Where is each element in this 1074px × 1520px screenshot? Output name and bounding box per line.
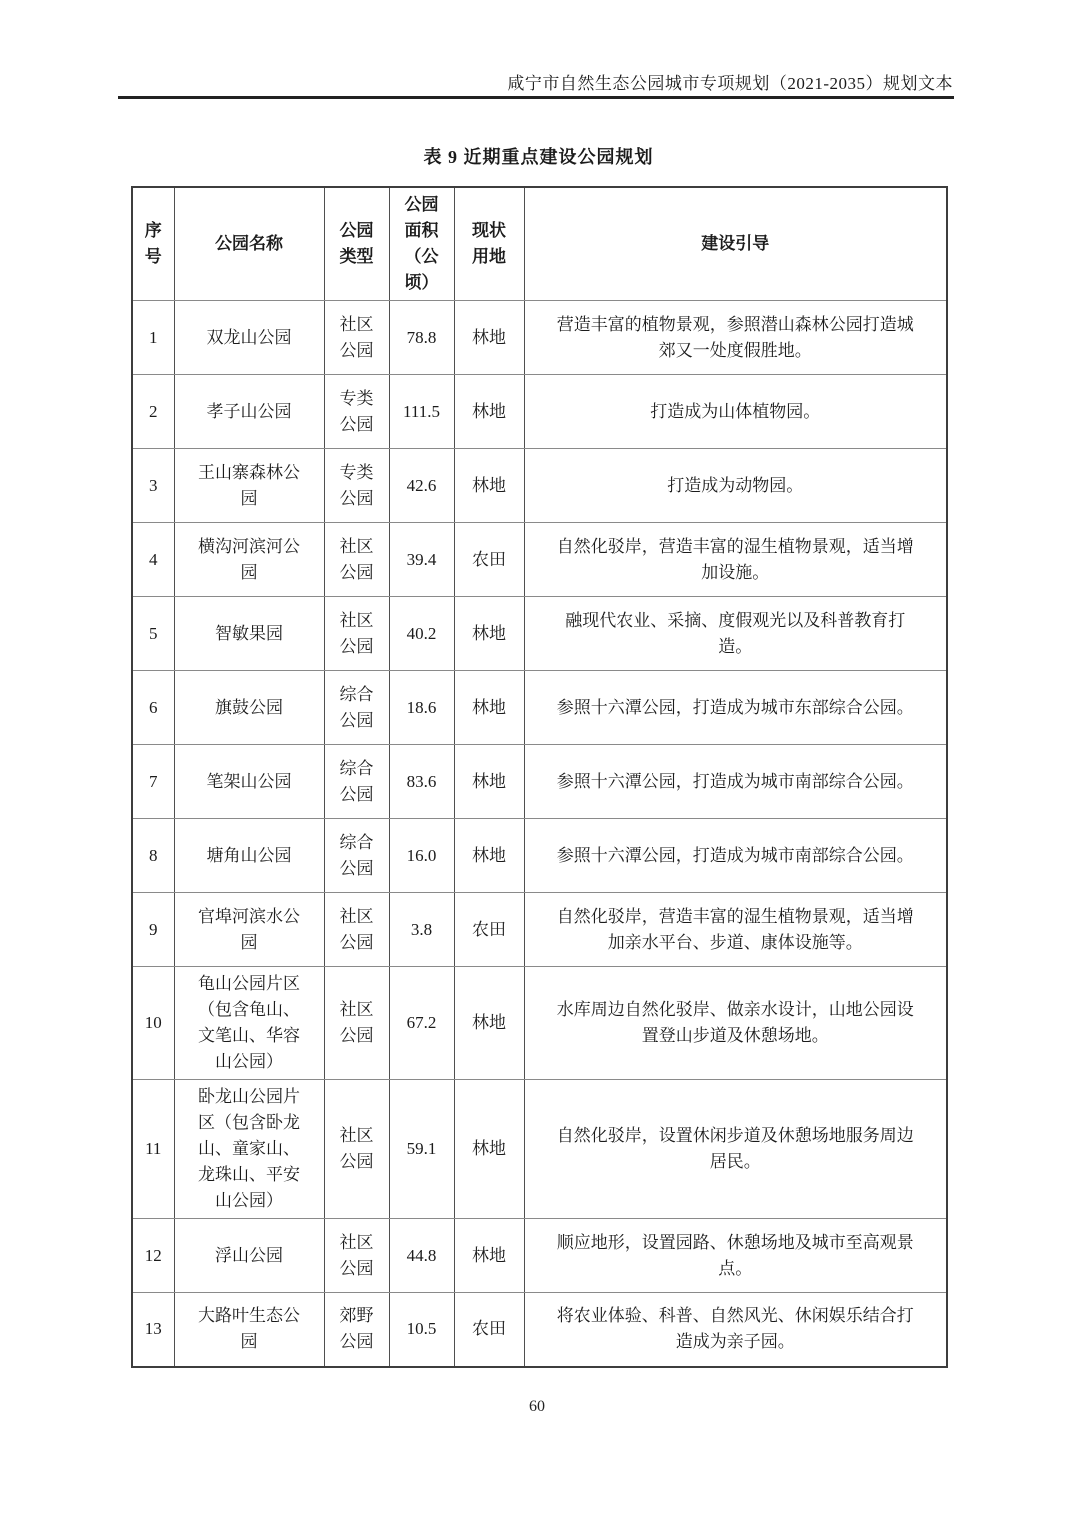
- cell-type: 专类公园: [324, 375, 389, 449]
- table-row: [132, 449, 947, 523]
- cell-land: 林地: [454, 597, 524, 671]
- table-row: [132, 375, 947, 449]
- cell-name: 旗鼓公园: [174, 671, 324, 745]
- cell-guidance: 将农业体验、科普、自然风光、休闲娱乐结合打造成为亲子园。: [524, 1293, 947, 1367]
- cell-name: 王山寨森林公园: [174, 449, 324, 523]
- cell-land: 林地: [454, 745, 524, 819]
- cell-guidance: 水库周边自然化驳岸、做亲水设计，山地公园设置登山步道及休憩场地。: [524, 967, 947, 1080]
- cell-name: 塘角山公园: [174, 819, 324, 893]
- table-row: [132, 301, 947, 375]
- column-header-no: 序号: [132, 187, 174, 301]
- cell-no: 2: [132, 375, 174, 449]
- table-row: [132, 1219, 947, 1293]
- cell-guidance: 参照十六潭公园，打造成为城市东部综合公园。: [524, 671, 947, 745]
- cell-type: 社区公园: [324, 893, 389, 967]
- table-row: [132, 597, 947, 671]
- column-header-area: 公园面积（公顷）: [389, 187, 454, 301]
- cell-area: 83.6: [389, 745, 454, 819]
- cell-area: 16.0: [389, 819, 454, 893]
- table-header-row: [132, 187, 947, 301]
- cell-no: 3: [132, 449, 174, 523]
- cell-type: 专类公园: [324, 449, 389, 523]
- cell-area: 59.1: [389, 1080, 454, 1219]
- cell-no: 5: [132, 597, 174, 671]
- cell-area: 3.8: [389, 893, 454, 967]
- cell-no: 12: [132, 1219, 174, 1293]
- cell-no: 10: [132, 967, 174, 1080]
- cell-name: 横沟河滨河公园: [174, 523, 324, 597]
- table-row: [132, 745, 947, 819]
- cell-area: 44.8: [389, 1219, 454, 1293]
- cell-land: 林地: [454, 967, 524, 1080]
- cell-name: 官埠河滨水公园: [174, 893, 324, 967]
- table-row: [132, 893, 947, 967]
- cell-guidance: 自然化驳岸，营造丰富的湿生植物景观，适当增加亲水平台、步道、康体设施等。: [524, 893, 947, 967]
- table-row: [132, 819, 947, 893]
- cell-guidance: 打造成为山体植物园。: [524, 375, 947, 449]
- cell-name: 智敏果园: [174, 597, 324, 671]
- cell-no: 13: [132, 1293, 174, 1367]
- cell-area: 10.5: [389, 1293, 454, 1367]
- cell-area: 111.5: [389, 375, 454, 449]
- document-header-title: 咸宁市自然生态公园城市专项规划（2021-2035）规划文本: [507, 74, 953, 93]
- cell-area: 40.2: [389, 597, 454, 671]
- cell-guidance: 营造丰富的植物景观，参照潜山森林公园打造城郊又一处度假胜地。: [524, 301, 947, 375]
- cell-land: 林地: [454, 671, 524, 745]
- cell-type: 社区公园: [324, 301, 389, 375]
- table-body: [132, 301, 947, 1367]
- cell-type: 社区公园: [324, 1080, 389, 1219]
- cell-type: 社区公园: [324, 967, 389, 1080]
- cell-type: 郊野公园: [324, 1293, 389, 1367]
- column-header-guidance: 建设引导: [524, 187, 947, 301]
- cell-no: 9: [132, 893, 174, 967]
- cell-name: 浮山公园: [174, 1219, 324, 1293]
- cell-type: 综合公园: [324, 819, 389, 893]
- table-row: [132, 523, 947, 597]
- cell-type: 社区公园: [324, 523, 389, 597]
- table-title: 表 9 近期重点建设公园规划: [423, 147, 654, 167]
- table-row: [132, 671, 947, 745]
- cell-guidance: 顺应地形，设置园路、休憩场地及城市至高观景点。: [524, 1219, 947, 1293]
- cell-guidance: 融现代农业、采摘、度假观光以及科普教育打造。: [524, 597, 947, 671]
- cell-land: 林地: [454, 1219, 524, 1293]
- cell-guidance: 参照十六潭公园，打造成为城市南部综合公园。: [524, 819, 947, 893]
- cell-land: 林地: [454, 1080, 524, 1219]
- cell-type: 社区公园: [324, 597, 389, 671]
- cell-no: 4: [132, 523, 174, 597]
- table-row: [132, 1293, 947, 1367]
- header-rule-divider: [118, 96, 954, 99]
- column-header-name: 公园名称: [174, 187, 324, 301]
- cell-no: 6: [132, 671, 174, 745]
- cell-land: 林地: [454, 375, 524, 449]
- cell-land: 农田: [454, 1293, 524, 1367]
- column-header-type: 公园类型: [324, 187, 389, 301]
- cell-name: 笔架山公园: [174, 745, 324, 819]
- cell-land: 农田: [454, 893, 524, 967]
- cell-no: 1: [132, 301, 174, 375]
- cell-name: 孝子山公园: [174, 375, 324, 449]
- cell-guidance: 自然化驳岸，设置休闲步道及休憩场地服务周边居民。: [524, 1080, 947, 1219]
- column-header-land: 现状用地: [454, 187, 524, 301]
- cell-area: 67.2: [389, 967, 454, 1080]
- cell-type: 综合公园: [324, 745, 389, 819]
- page-number: 60: [529, 1398, 545, 1415]
- cell-no: 7: [132, 745, 174, 819]
- cell-land: 林地: [454, 819, 524, 893]
- cell-land: 林地: [454, 301, 524, 375]
- cell-name: 双龙山公园: [174, 301, 324, 375]
- cell-land: 林地: [454, 449, 524, 523]
- cell-guidance: 打造成为动物园。: [524, 449, 947, 523]
- cell-no: 8: [132, 819, 174, 893]
- park-planning-table: [131, 186, 948, 1368]
- cell-name: 龟山公园片区（包含龟山、文笔山、华容山公园）: [174, 967, 324, 1080]
- table-row: [132, 967, 947, 1080]
- cell-name: 大路叶生态公园: [174, 1293, 324, 1367]
- table-row: [132, 1080, 947, 1219]
- cell-area: 39.4: [389, 523, 454, 597]
- cell-area: 78.8: [389, 301, 454, 375]
- cell-type: 社区公园: [324, 1219, 389, 1293]
- cell-name: 卧龙山公园片区（包含卧龙山、童家山、龙珠山、平安山公园）: [174, 1080, 324, 1219]
- cell-land: 农田: [454, 523, 524, 597]
- cell-no: 11: [132, 1080, 174, 1219]
- cell-type: 综合公园: [324, 671, 389, 745]
- cell-guidance: 参照十六潭公园，打造成为城市南部综合公园。: [524, 745, 947, 819]
- cell-guidance: 自然化驳岸，营造丰富的湿生植物景观，适当增加设施。: [524, 523, 947, 597]
- cell-area: 18.6: [389, 671, 454, 745]
- cell-area: 42.6: [389, 449, 454, 523]
